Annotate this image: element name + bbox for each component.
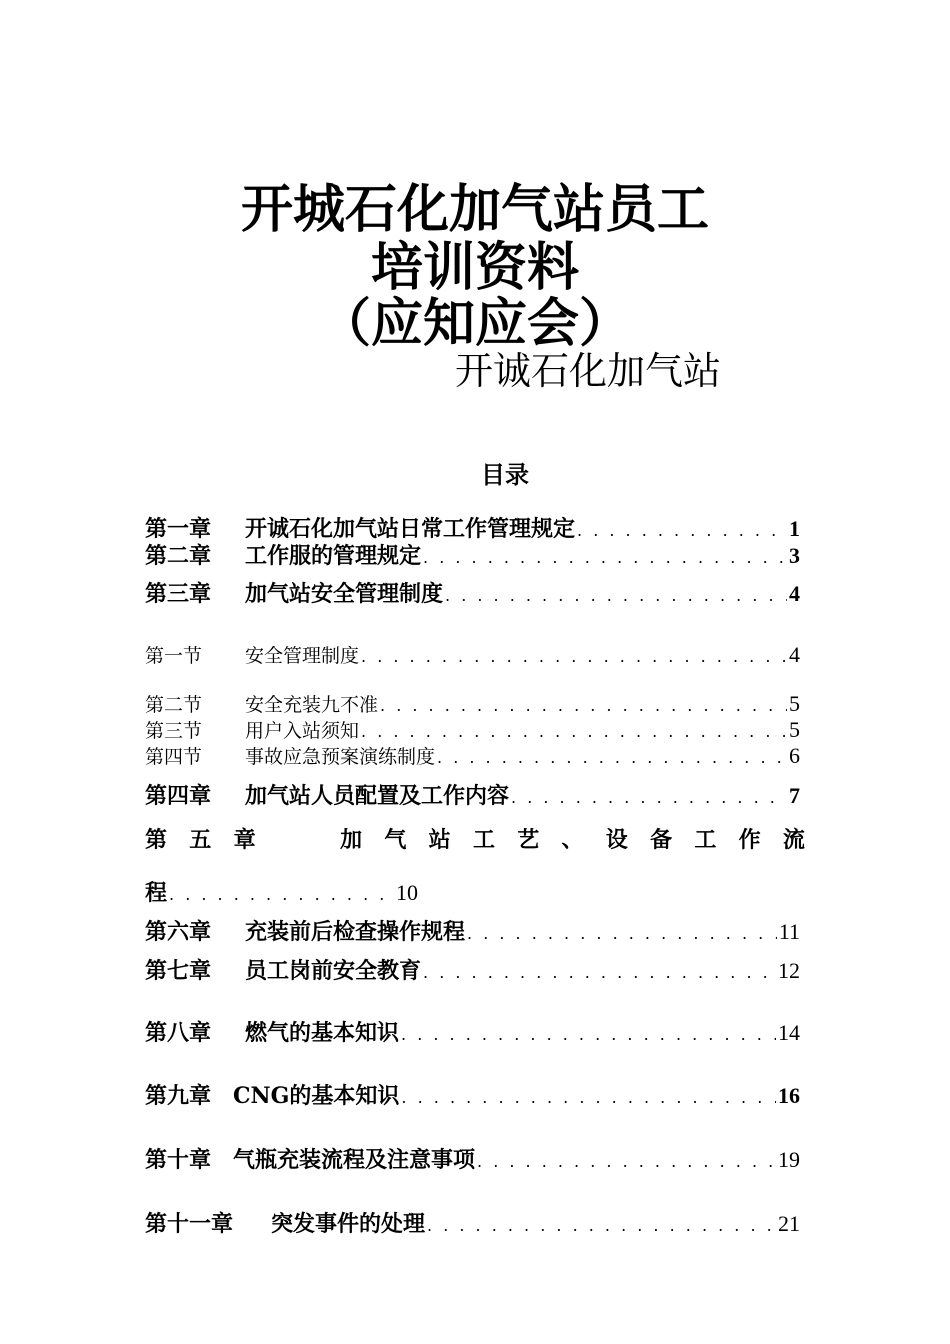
- toc-entry[interactable]: [145, 577, 800, 607]
- toc-entry-number: 第八章: [145, 1020, 212, 1046]
- toc-leader-dots: [427, 1216, 776, 1235]
- toc-entry-title: 突发事件的处理: [271, 1211, 426, 1237]
- toc-entry-title: 安全管理制度: [245, 645, 360, 667]
- toc-entry-ch5-line2[interactable]: [145, 876, 418, 907]
- toc-entry-page: 12: [778, 958, 800, 983]
- toc-entry-page: 19: [778, 1147, 800, 1172]
- toc-char: 设: [605, 827, 628, 853]
- toc-entry[interactable]: [145, 954, 800, 984]
- toc-entry-page: 16: [778, 1083, 800, 1108]
- toc-entry-number: 第六章: [145, 919, 212, 945]
- toc-entry-page: 3: [789, 543, 800, 568]
- toc-entry-number: 第二节: [145, 694, 203, 716]
- toc-leader-dots: [401, 1025, 776, 1044]
- toc-entry[interactable]: [145, 641, 800, 671]
- toc-leader-dots: [169, 885, 394, 904]
- toc-char: 章: [233, 827, 256, 853]
- title-line-2: 培训资料: [370, 237, 579, 298]
- toc-entry-title: 开诚石化加气站日常工作管理规定: [245, 516, 576, 542]
- toc-entry-page: 10: [396, 880, 419, 905]
- toc-char: 工: [694, 827, 717, 853]
- toc-leader-dots: [401, 1088, 776, 1107]
- toc-entry[interactable]: [145, 1079, 800, 1109]
- title-line-3: （应知应会）: [318, 293, 631, 354]
- toc-entry-number: 第一章: [145, 516, 212, 542]
- toc-entry-title: 加气站人员配置及工作内容: [245, 783, 510, 809]
- toc-leader-dots: [361, 647, 787, 666]
- toc-entry-page: 14: [778, 1020, 800, 1045]
- toc-entry[interactable]: [145, 742, 800, 772]
- toc-entry-number: 第十一章: [145, 1211, 234, 1237]
- toc-entry-title: 燃气的基本知识: [245, 1020, 400, 1046]
- toc-char: 作: [738, 827, 761, 853]
- toc-entry-number: 第三章: [145, 581, 212, 607]
- toc-leader-dots: [361, 722, 787, 741]
- toc-char: 第: [145, 827, 168, 853]
- toc-entry-number: 第四节: [145, 746, 203, 768]
- toc-entry-number: 第三节: [145, 720, 203, 742]
- toc-entry-number: 第二章: [145, 543, 212, 569]
- toc-entry-page: 4: [789, 581, 800, 606]
- toc-entry-title: 充装前后检查操作规程: [245, 919, 466, 945]
- title-line-1: 开城石化加气站员工: [240, 179, 709, 240]
- toc-leader-dots: [380, 696, 787, 715]
- toc-entry-title: 用户入站须知: [245, 720, 360, 742]
- toc-leader-dots: [467, 924, 777, 943]
- toc-leader-dots: [511, 788, 787, 807]
- toc-char: 流: [782, 827, 805, 853]
- toc-entry-title: 加气站安全管理制度: [245, 581, 444, 607]
- toc-entry-page: 21: [778, 1211, 800, 1236]
- toc-leader-dots: [445, 586, 787, 605]
- toc-entry[interactable]: [145, 1207, 800, 1237]
- toc-entry-title: 员工岗前安全教育: [245, 958, 422, 984]
- toc-entry-number: 第九章: [145, 1083, 212, 1109]
- toc-heading: 目录: [481, 460, 529, 489]
- toc-char: 工: [472, 827, 495, 853]
- toc-leader-dots: [423, 963, 776, 982]
- toc-entry[interactable]: [145, 1016, 800, 1046]
- toc-leader-dots: [477, 1152, 776, 1171]
- toc-entry-title: 气瓶充装流程及注意事项: [233, 1147, 476, 1173]
- toc-entry[interactable]: [145, 512, 800, 542]
- toc-entry[interactable]: [145, 1143, 800, 1173]
- toc-entry-title: 事故应急预案演练制度: [245, 746, 436, 768]
- toc-entry-page: 7: [789, 783, 800, 808]
- toc-entry-number: 第四章: [145, 783, 212, 809]
- toc-char: 气: [384, 827, 407, 853]
- toc-entry-page: 1: [789, 516, 800, 541]
- toc-entry-ch5-line1[interactable]: [145, 823, 805, 854]
- toc-entry-number: 第一节: [145, 645, 203, 667]
- toc-entry-title: 安全充装九不准: [245, 694, 379, 716]
- toc-entry-page: 6: [789, 743, 800, 768]
- toc-entry-title: CNG的基本知识: [233, 1083, 400, 1109]
- toc-entry-title-tail: 程: [145, 880, 168, 906]
- toc-char: 站: [428, 827, 451, 853]
- toc-char: 五: [189, 827, 212, 853]
- toc-entry-page: 4: [789, 642, 800, 667]
- toc-leader-dots: [577, 521, 787, 540]
- toc-char: 、: [561, 827, 584, 853]
- toc-char: 备: [650, 827, 673, 853]
- toc-entry[interactable]: [145, 779, 800, 809]
- company-name: 开诚石化加气站: [455, 349, 722, 393]
- toc-spacer: [278, 823, 318, 854]
- toc-entry-page: 5: [789, 717, 800, 742]
- toc-entry-number: 第七章: [145, 958, 212, 984]
- toc-entry-page: 11: [778, 919, 800, 944]
- toc-entry-page: 5: [789, 691, 800, 716]
- toc-entry-number: 第十章: [145, 1147, 212, 1173]
- toc-leader-dots: [437, 748, 787, 767]
- toc-entry-title: 工作服的管理规定: [245, 543, 422, 569]
- toc-char: 加: [340, 827, 363, 853]
- toc-entry[interactable]: [145, 915, 800, 945]
- toc-entry[interactable]: [145, 539, 800, 569]
- toc-leader-dots: [423, 548, 787, 567]
- toc-char: 艺: [517, 827, 540, 853]
